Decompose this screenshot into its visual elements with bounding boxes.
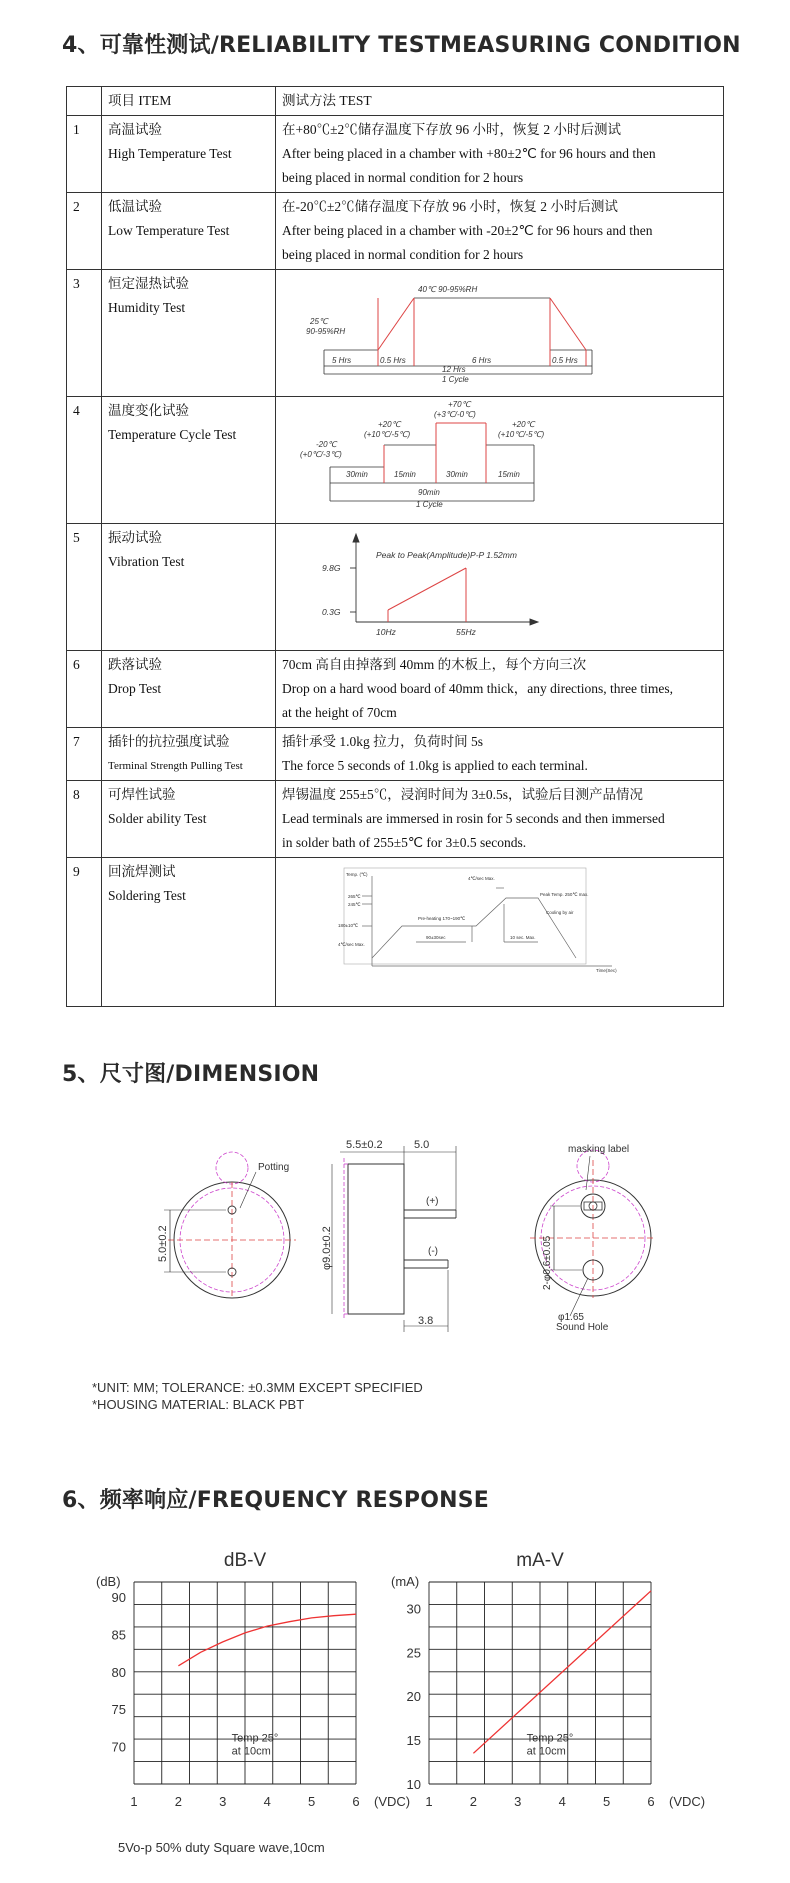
test-line: The force 5 seconds of 1.0kg is applied to each terminal. [282,758,588,773]
row-item [102,858,276,1007]
tempcycle-seg-4: 15min [498,470,520,479]
row-item [102,651,276,728]
vibration-diagram [276,524,716,642]
table-row [67,728,724,781]
item-zh: 低温试验 [108,199,162,214]
chart-annotation: Temp 25° [526,1732,574,1745]
y-tick-label: 75 [111,1702,126,1718]
dim-lead: 3.8 [418,1315,434,1327]
item-en: Terminal Strength Pulling Test [108,760,243,772]
y-axis-label: (mA) [391,1574,420,1589]
reflow-245: 245℃ [348,902,361,907]
row-item [102,781,276,858]
x-tick-label: 3 [514,1794,522,1809]
humidity-seg-4: 0.5 Hrs [552,356,578,365]
front-view [157,1152,296,1298]
y-tick-label: 20 [406,1689,421,1705]
vibration-x-10hz: 10Hz [376,627,396,637]
reflow-figure-cell [276,858,724,1007]
test-line: 70cm 高自由掉落到 40mm 的木板上，每个方向三次 [282,657,587,672]
tempcycle-label-3a: +70℃ [448,400,471,409]
x-tick-label: 6 [352,1794,360,1809]
test-line: 插针承受 1.0kg 拉力，负荷时间 5s [282,734,484,749]
row-test [276,193,724,270]
x-axis-label: (VDC) [374,1794,411,1809]
y-tick-label: 25 [406,1645,421,1661]
y-tick-label: 70 [111,1739,126,1755]
reflow-duration-1: 90±30sec [426,935,446,940]
x-tick-label: 6 [647,1794,655,1809]
tempcycle-label-2b: (+10℃/-5℃) [364,430,411,439]
row-item [102,193,276,270]
reflow-265: 265℃ [348,894,361,899]
item-zh: 跌落试验 [108,657,162,672]
humidity-top-label: 40℃ 90-95%RH [418,285,478,294]
test-line: After being placed in a chamber with -20±2℃ for 96 hours and then [282,223,653,238]
item-zh: 温度变化试验 [108,403,189,418]
chart-annotation: at 10cm [231,1745,271,1758]
humidity-left-label-2: 90-95%RH [306,327,346,336]
row-no: 6 [67,651,102,728]
item-en: Low Temperature Test [108,223,230,238]
header-item: 项目 ITEM [102,87,276,116]
x-tick-label: 1 [425,1794,433,1809]
chart-title: dB-V [223,1550,267,1571]
tempcycle-label-1b: (+0℃/-3℃) [300,450,342,459]
x-tick-label: 2 [174,1794,183,1809]
row-item [102,728,276,781]
back-view [530,1144,656,1333]
row-test [276,116,724,193]
row-no: 8 [67,781,102,858]
vibration-y-0.3g: 0.3G [322,607,341,617]
vibration-x-55hz: 55Hz [456,627,476,637]
dim-minus: (-) [428,1246,438,1257]
humidity-seg-2: 0.5 Hrs [380,356,406,365]
tempcycle-seg-3: 30min [446,470,468,479]
x-tick-label: 4 [263,1794,271,1809]
item-en: Vibration Test [108,554,185,569]
table-row [67,781,724,858]
vibration-label: Peak to Peak(Amplitude)P-P 1.52mm [376,550,517,560]
table-row [67,858,724,1007]
row-no: 7 [67,728,102,781]
side-view [321,1139,456,1332]
note-unit: *UNIT: MM; TOLERANCE: ±0.3MM EXCEPT SPECIFIED [92,1380,423,1395]
tempcycle-label-1a: -20℃ [316,440,337,449]
reflow-rate-2: 4℃/sec Max. [338,942,365,947]
row-no: 2 [67,193,102,270]
test-line: 在+80℃±2℃储存温度下存放 96 小时，恢复 2 小时后测试 [282,122,622,137]
test-line: After being placed in a chamber with +80±2℃ for 96 hours and then [282,146,656,161]
chart-annotation: at 10cm [526,1745,566,1758]
chart-annotation: Temp 25° [231,1732,279,1745]
reliability-table [66,86,724,1007]
table-row [67,116,724,193]
dim-top-1: 5.5±0.2 [346,1139,383,1151]
section-title-reliability: 4、可靠性测试/RELIABILITY TESTMEASURING CONDITION [62,33,741,58]
tempcycle-label-4a: +20℃ [512,420,535,429]
reflow-peak: Peak Temp. 250℃ max. [540,892,589,897]
item-zh: 可焊性试验 [108,787,176,802]
table-row [67,270,724,397]
section-title-dimension: 5、尺寸图/DIMENSION [62,1062,320,1087]
test-line: Lead terminals are immersed in rosin for 5 seconds and then immersed [282,811,665,826]
test-line: 焊锡温度 255±5℃，浸润时间为 3±0.5s，试验后目测产品情况 [282,787,643,802]
row-item [102,397,276,524]
test-line: Drop on a hard wood board of 40mm thick，any directions, three times, [282,681,674,696]
y-tick-label: 90 [111,1589,126,1605]
tempcycle-seg-2: 15min [394,470,416,479]
vibration-figure-cell [276,524,724,651]
x-tick-label: 3 [219,1794,227,1809]
y-tick-label: 30 [406,1601,421,1617]
section-title-frequency: 6、频率响应/FREQUENCY RESPONSE [62,1488,490,1513]
y-tick-label: 15 [406,1733,421,1749]
dim-hole-1: φ1.65 [558,1312,584,1323]
item-en: Temperature Cycle Test [108,427,237,442]
y-axis-label: (dB) [96,1574,121,1589]
table-header-row [67,87,724,116]
table-row [67,193,724,270]
dim-masking: masking label [568,1144,630,1155]
test-line: being placed in normal condition for 2 hours [282,247,524,262]
item-zh: 回流焊测试 [108,864,176,879]
tempcycle-label-3b: (+3℃/-0℃) [434,410,476,419]
footer-note: 5Vo-p 50% duty Square wave,10cm [118,1840,325,1855]
humidity-total: 12 Hrs [442,365,466,374]
header-no [67,87,102,116]
row-item [102,524,276,651]
test-line: being placed in normal condition for 2 hours [282,170,524,185]
humidity-figure-cell [276,270,724,397]
x-tick-label: 1 [130,1794,138,1809]
item-en: Soldering Test [108,888,186,903]
table-row [67,651,724,728]
table-row [67,524,724,651]
row-no: 1 [67,116,102,193]
test-line: in solder bath of 255±5℃ for 3±0.5 seconds. [282,835,527,850]
chart-ma-v [385,1540,706,1820]
item-zh: 高温试验 [108,122,162,137]
header-test: 测试方法 TEST [276,87,724,116]
row-item [102,116,276,193]
dim-hole-2: Sound Hole [556,1322,609,1333]
item-zh: 插针的抗拉强度试验 [108,734,230,749]
item-en: High Temperature Test [108,146,232,161]
reflow-preheat: Pre-heating 170~190℃ [418,916,466,921]
reflow-180: 180±10℃ [338,923,359,928]
tempcycle-total: 90min [418,488,440,497]
tempcycle-seg-1: 30min [346,470,368,479]
tempcycle-label-2a: +20℃ [378,420,401,429]
row-test [276,728,724,781]
reflow-rate-1: 4℃/sec Max. [468,876,495,881]
tempcycle-label-4b: (+10℃/-5℃) [498,430,545,439]
reflow-duration-2: 10 sec. Max. [510,935,536,940]
reflow-xlabel: Time(Sec) [596,968,617,973]
x-axis-label: (VDC) [669,1794,706,1809]
row-test [276,781,724,858]
reflow-diagram [276,858,716,998]
row-no: 4 [67,397,102,524]
item-en: Humidity Test [108,300,186,315]
humidity-seg-3: 6 Hrs [472,356,492,365]
row-item [102,270,276,397]
x-tick-label: 5 [602,1794,611,1809]
tempcycle-diagram [276,397,716,515]
dim-top-2: 5.0 [414,1139,430,1151]
table-row [67,397,724,524]
series-line [178,1614,356,1666]
test-line: 在-20℃±2℃储存温度下存放 96 小时，恢复 2 小时后测试 [282,199,618,214]
y-tick-label: 80 [111,1664,126,1680]
row-no: 9 [67,858,102,1007]
item-en: Drop Test [108,681,162,696]
test-line: at the height of 70cm [282,705,397,720]
x-tick-label: 4 [558,1794,566,1809]
item-en: Solder ability Test [108,811,207,826]
humidity-seg-1: 5 Hrs [332,356,352,365]
dim-plus: (+) [426,1196,439,1207]
y-tick-label: 85 [111,1627,126,1643]
item-zh: 恒定湿热试验 [108,276,189,291]
row-no: 5 [67,524,102,651]
dim-diameter: φ9.0±0.2 [321,1226,333,1270]
y-tick-label: 10 [406,1777,421,1792]
x-tick-label: 5 [307,1794,316,1809]
row-no: 3 [67,270,102,397]
item-zh: 振动试验 [108,530,162,545]
chart-title: mA-V [516,1550,564,1571]
tempcycle-cycle: 1 Cycle [416,500,443,509]
x-tick-label: 2 [469,1794,478,1809]
reflow-cooling: Cooling by air [546,910,574,915]
row-test [276,651,724,728]
dim-pitch: 5.0±0.2 [157,1225,169,1262]
humidity-left-label-1: 25℃ [310,317,328,326]
note-housing: *HOUSING MATERIAL: BLACK PBT [92,1397,305,1412]
humidity-cycle: 1 Cycle [442,375,469,384]
dim-pin: 2-φ0.6±0.05 [542,1235,553,1290]
vibration-y-9.8g: 9.8G [322,563,341,573]
dim-potting: Potting [258,1162,290,1173]
humidity-diagram [276,270,716,388]
reflow-ylabel: Temp. (℃) [346,872,368,877]
dimension-drawing [150,1120,690,1342]
tempcycle-figure-cell [276,397,724,524]
